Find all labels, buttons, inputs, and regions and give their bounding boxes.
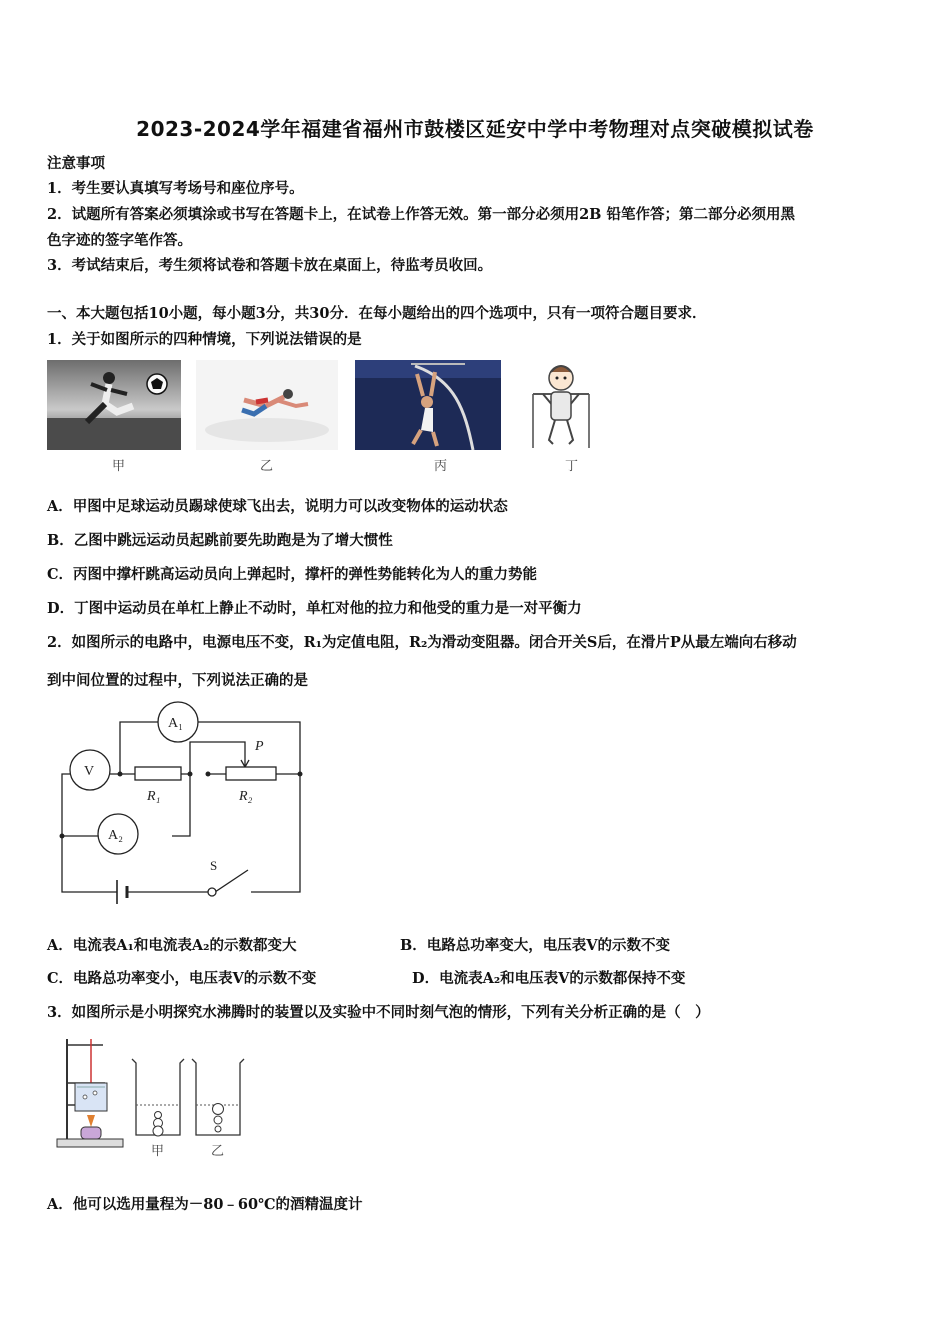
question-2-stem: 2．如图所示的电路中，电源电压不变，R₁为定值电阻，R₂为滑动变阻器。闭合开关S后，在滑片P从最左端向右移动 — [47, 634, 797, 651]
figure-caption: 甲 — [151, 1144, 165, 1159]
horizontal-bar-drawing — [529, 360, 593, 450]
circuit-diagram — [55, 700, 315, 920]
option-c: C．丙图中撑杆跳高运动员向上弹起时，撑杆的弹性势能转化为人的重力势能 — [47, 566, 538, 583]
figure-caption: 乙 — [260, 459, 274, 474]
question-3-stem: 3．如图所示是小明探究水沸腾时的装置以及实验中不同时刻气泡的情形，下列有关分析正确的是（ ） — [47, 1004, 710, 1021]
figure-caption: 丁 — [565, 459, 579, 474]
notes-item: 色字迹的签字笔作答。 — [47, 232, 192, 249]
switch-s-label: S — [210, 858, 218, 873]
ammeter-a2-label: A₂ — [108, 828, 123, 843]
bubbles-beakers-drawing — [128, 1055, 248, 1140]
notes-heading: 注意事项 — [47, 155, 105, 172]
option-a: A．他可以选用量程为－80﹣60℃的酒精温度计 — [47, 1196, 363, 1213]
voltmeter-label: V — [84, 764, 95, 779]
option-d: D．丁图中运动员在单杠上静止不动时，单杠对他的拉力和他受的重力是一对平衡力 — [47, 600, 582, 617]
option-b: B．乙图中跳远运动员起跳前要先助跑是为了增大惯性 — [47, 532, 393, 549]
long-jump-drawing — [196, 360, 338, 450]
notes-item: 3．考试结束后，考生须将试卷和答题卡放在桌面上，待监考员收回。 — [47, 257, 493, 274]
notes-item: 1．考生要认真填写考场号和座位序号。 — [47, 180, 304, 197]
slider-p-label: P — [255, 739, 264, 754]
figure-caption: 乙 — [211, 1144, 225, 1159]
question-2-stem-cont: 到中间位置的过程中，下列说法正确的是 — [47, 672, 308, 689]
resistor-r1-label: R₁ — [147, 789, 161, 804]
option-a: A．甲图中足球运动员踢球使球飞出去，说明力可以改变物体的运动状态 — [47, 498, 508, 515]
resistor-r2-label: R₂ — [239, 789, 253, 804]
boiling-apparatus-drawing — [55, 1035, 125, 1155]
question-1-stem: 1．关于如图所示的四种情境，下列说法错误的是 — [47, 331, 362, 348]
figure-caption: 甲 — [112, 459, 126, 474]
option-a: A．电流表A₁和电流表A₂的示数都变大 — [47, 937, 297, 954]
page-title: 2023-2024学年福建省福州市鼓楼区延安中学中考物理对点突破模拟试卷 — [136, 117, 814, 141]
option-b: B．电路总功率变大，电压表V的示数不变 — [400, 937, 671, 954]
section-heading: 一、本大题包括10小题，每小题3分，共30分．在每小题给出的四个选项中，只有一项符合题目要求． — [47, 305, 707, 322]
ammeter-a1-label: A₁ — [168, 716, 183, 731]
option-d: D．电流表A₂和电压表V的示数都保持不变 — [412, 970, 686, 987]
option-c: C．电路总功率变小，电压表V的示数不变 — [47, 970, 317, 987]
notes-item: 2．试题所有答案必须填涂或书写在答题卡上，在试卷上作答无效。第一部分必须用2B 铅笔作答；第二部分必须用黑 — [47, 206, 795, 223]
pole-vault-photo — [355, 360, 501, 450]
soccer-kick-photo — [47, 360, 181, 450]
figure-caption: 丙 — [434, 459, 448, 474]
